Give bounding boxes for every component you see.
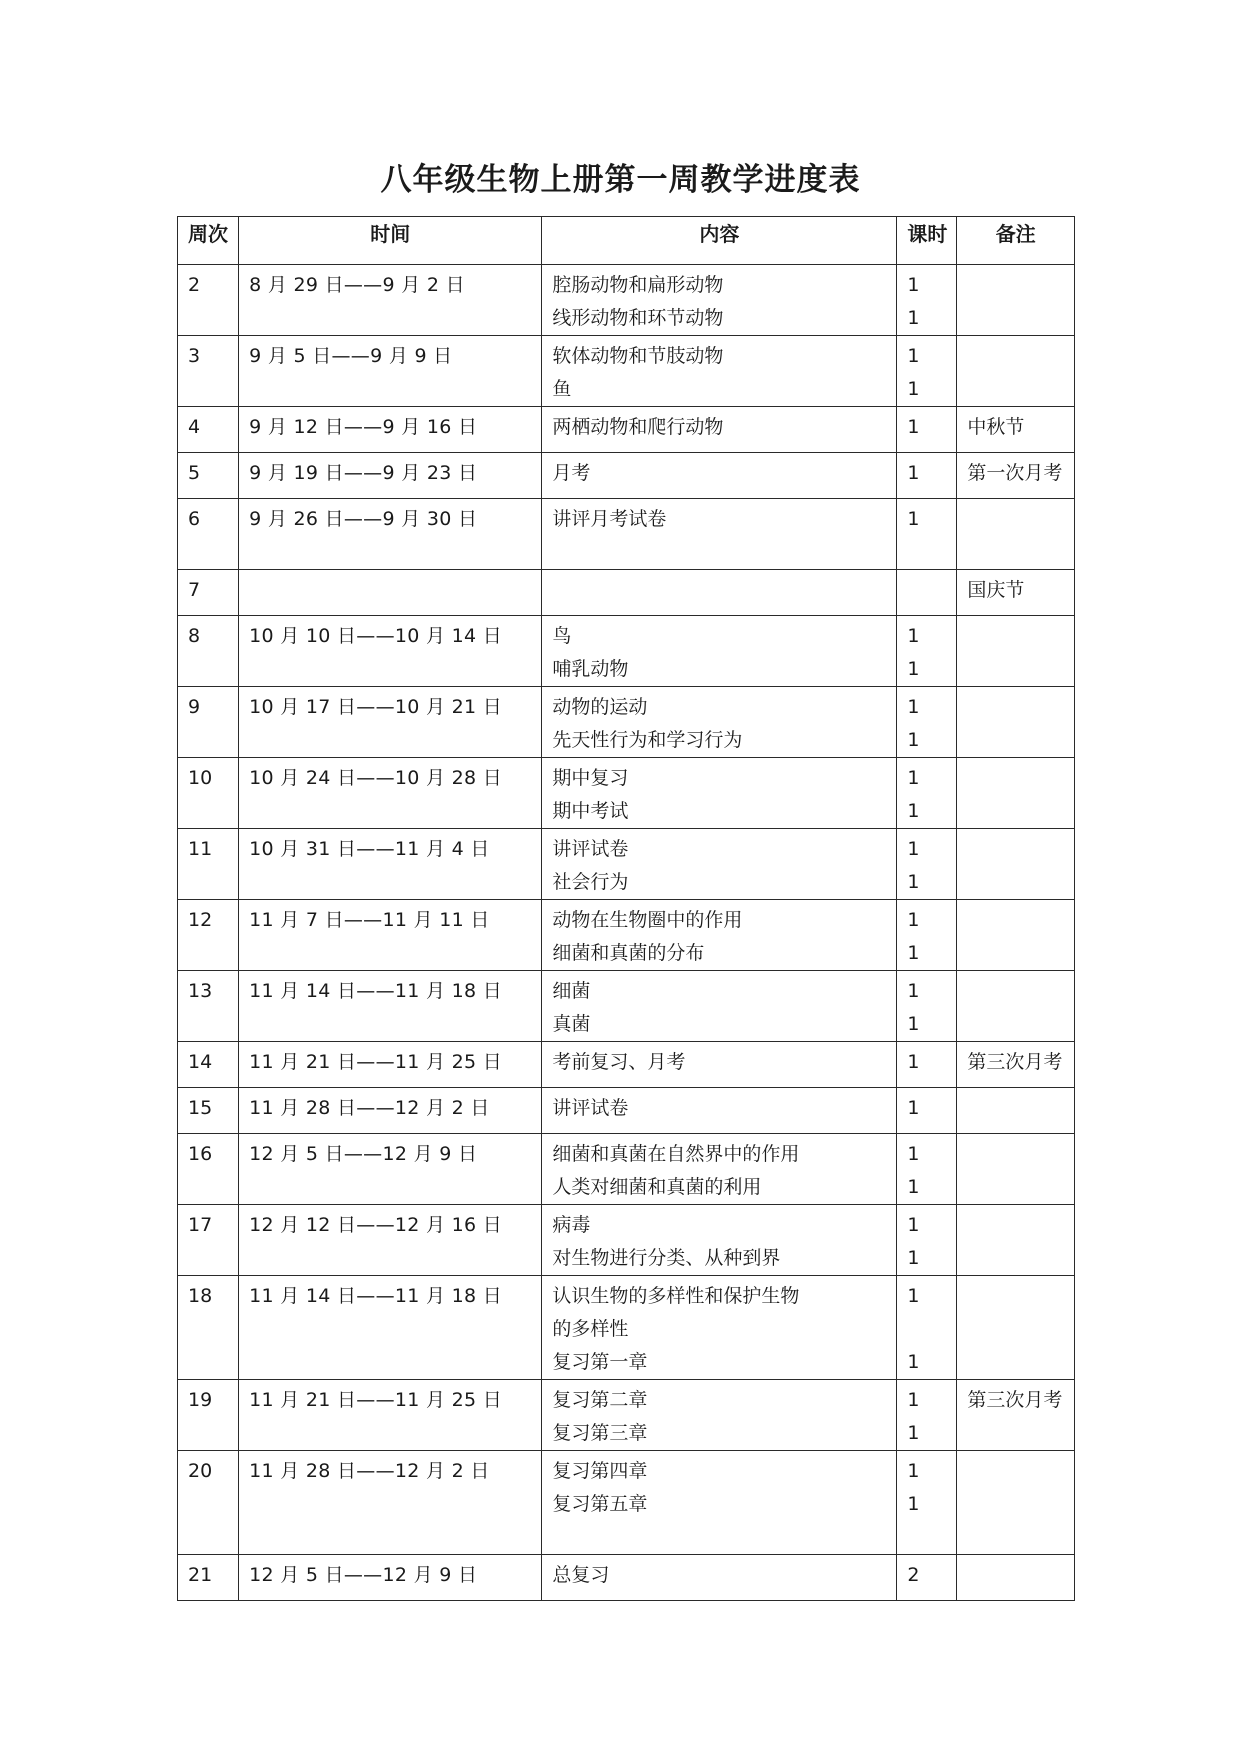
content-line: 考前复习、月考 <box>552 1051 686 1073</box>
cell-content <box>542 971 897 1042</box>
content-line: 讲评试卷 <box>552 1097 629 1119</box>
cell-note: 国庆节 <box>957 570 1075 616</box>
hours-line: 1 <box>907 658 920 680</box>
cell-content <box>542 1042 897 1088</box>
content-line: 鱼 <box>552 378 572 400</box>
cell-note <box>957 1088 1075 1134</box>
header-row <box>178 217 1075 265</box>
cell-week: 16 <box>178 1134 239 1205</box>
cell-content <box>542 407 897 453</box>
table-row <box>178 265 1075 336</box>
cell-note <box>957 1451 1075 1555</box>
cell-note: 第三次月考 <box>957 1042 1075 1088</box>
cell-time: 10 月 31 日——11 月 4 日 <box>239 829 542 900</box>
content-line: 先天性行为和学习行为 <box>552 729 743 751</box>
cell-hours <box>897 1134 957 1205</box>
table-row <box>178 1451 1075 1555</box>
cell-content <box>542 1380 897 1451</box>
hours-line: 1 <box>907 838 920 860</box>
cell-hours <box>897 1042 957 1088</box>
cell-note <box>957 1134 1075 1205</box>
cell-time: 10 月 17 日——10 月 21 日 <box>239 687 542 758</box>
cell-week: 12 <box>178 900 239 971</box>
content-line: 复习第一章 <box>552 1351 648 1373</box>
cell-week: 17 <box>178 1205 239 1276</box>
content-line: 哺乳动物 <box>552 658 629 680</box>
hours-line: 1 <box>907 274 920 296</box>
content-line: 软体动物和节肢动物 <box>552 345 724 367</box>
cell-week: 6 <box>178 499 239 570</box>
cell-hours <box>897 407 957 453</box>
table-row <box>178 570 1075 616</box>
hours-line: 1 <box>907 1143 920 1165</box>
table-row <box>178 687 1075 758</box>
content-line: 月考 <box>552 462 591 484</box>
cell-content <box>542 336 897 407</box>
hours-line: 1 <box>907 767 920 789</box>
cell-week: 10 <box>178 758 239 829</box>
content-line: 讲评月考试卷 <box>552 508 667 530</box>
hours-line: 1 <box>907 1389 920 1411</box>
cell-hours <box>897 1555 957 1601</box>
cell-hours <box>897 1205 957 1276</box>
cell-note <box>957 900 1075 971</box>
table-row <box>178 453 1075 499</box>
cell-content <box>542 1205 897 1276</box>
hours-line: 1 <box>907 1247 920 1269</box>
hours-line: 1 <box>907 462 920 484</box>
cell-week: 13 <box>178 971 239 1042</box>
cell-time: 12 月 12 日——12 月 16 日 <box>239 1205 542 1276</box>
cell-content <box>542 1555 897 1601</box>
hours-line <box>907 536 946 569</box>
cell-time: 8 月 29 日——9 月 2 日 <box>239 265 542 336</box>
content-line: 讲评试卷 <box>552 838 629 860</box>
cell-note <box>957 829 1075 900</box>
cell-week: 7 <box>178 570 239 616</box>
hours-line: 1 <box>907 729 920 751</box>
header-note: 备注 <box>957 217 1075 265</box>
content-line: 病毒 <box>552 1214 591 1236</box>
table-row <box>178 499 1075 570</box>
hours-line: 1 <box>907 1493 920 1515</box>
cell-hours <box>897 499 957 570</box>
table-row <box>178 616 1075 687</box>
cell-note: 中秋节 <box>957 407 1075 453</box>
content-line: 线形动物和环节动物 <box>552 307 724 329</box>
header-hours: 课时 <box>897 217 957 265</box>
hours-line: 1 <box>907 307 920 329</box>
cell-hours <box>897 616 957 687</box>
cell-time: 9 月 12 日——9 月 16 日 <box>239 407 542 453</box>
content-line <box>552 536 886 569</box>
cell-note <box>957 687 1075 758</box>
table-row <box>178 829 1075 900</box>
hours-line: 1 <box>907 1214 920 1236</box>
cell-week: 20 <box>178 1451 239 1555</box>
hours-line: 1 <box>907 696 920 718</box>
cell-week: 21 <box>178 1555 239 1601</box>
table-row <box>178 1380 1075 1451</box>
cell-content <box>542 687 897 758</box>
content-line <box>552 1521 886 1554</box>
content-line: 期中考试 <box>552 800 629 822</box>
cell-week: 18 <box>178 1276 239 1380</box>
cell-hours <box>897 687 957 758</box>
cell-note <box>957 1555 1075 1601</box>
cell-week: 8 <box>178 616 239 687</box>
cell-time: 11 月 28 日——12 月 2 日 <box>239 1451 542 1555</box>
cell-time <box>239 570 542 616</box>
content-line: 期中复习 <box>552 767 629 789</box>
cell-time: 11 月 14 日——11 月 18 日 <box>239 1276 542 1380</box>
hours-line: 1 <box>907 1176 920 1198</box>
hours-line: 1 <box>907 942 920 964</box>
cell-week: 9 <box>178 687 239 758</box>
cell-time: 11 月 21 日——11 月 25 日 <box>239 1380 542 1451</box>
content-line: 人类对细菌和真菌的利用 <box>552 1176 762 1198</box>
table-row <box>178 1555 1075 1601</box>
cell-time: 10 月 10 日——10 月 14 日 <box>239 616 542 687</box>
cell-week: 15 <box>178 1088 239 1134</box>
table-row <box>178 336 1075 407</box>
cell-week: 19 <box>178 1380 239 1451</box>
table-row <box>178 900 1075 971</box>
cell-hours <box>897 971 957 1042</box>
content-line: 真菌 <box>552 1013 591 1035</box>
hours-line: 1 <box>907 625 920 647</box>
hours-line: 1 <box>907 1460 920 1482</box>
cell-content <box>542 265 897 336</box>
cell-time: 9 月 26 日——9 月 30 日 <box>239 499 542 570</box>
cell-hours <box>897 900 957 971</box>
cell-week: 14 <box>178 1042 239 1088</box>
document-title: 八年级生物上册第一周教学进度表 <box>380 162 861 198</box>
cell-week: 4 <box>178 407 239 453</box>
hours-line: 1 <box>907 800 920 822</box>
content-line: 两栖动物和爬行动物 <box>552 416 724 438</box>
cell-time: 11 月 7 日——11 月 11 日 <box>239 900 542 971</box>
cell-note <box>957 616 1075 687</box>
hours-line <box>907 574 946 607</box>
cell-note <box>957 265 1075 336</box>
hours-line: 1 <box>907 378 920 400</box>
cell-week: 3 <box>178 336 239 407</box>
cell-note <box>957 1276 1075 1380</box>
cell-time: 12 月 5 日——12 月 9 日 <box>239 1555 542 1601</box>
hours-line <box>907 1313 946 1346</box>
content-line: 细菌 <box>552 980 591 1002</box>
cell-hours <box>897 336 957 407</box>
schedule-table <box>177 216 1075 1601</box>
cell-time: 12 月 5 日——12 月 9 日 <box>239 1134 542 1205</box>
header-content: 内容 <box>542 217 897 265</box>
cell-content <box>542 453 897 499</box>
cell-hours <box>897 453 957 499</box>
content-line: 复习第四章 <box>552 1460 648 1482</box>
cell-time: 9 月 19 日——9 月 23 日 <box>239 453 542 499</box>
cell-week: 2 <box>178 265 239 336</box>
cell-content <box>542 1451 897 1555</box>
cell-time: 9 月 5 日——9 月 9 日 <box>239 336 542 407</box>
cell-content <box>542 499 897 570</box>
cell-hours <box>897 829 957 900</box>
cell-hours <box>897 1276 957 1380</box>
hours-line: 2 <box>907 1564 920 1586</box>
cell-note <box>957 336 1075 407</box>
hours-line: 1 <box>907 1285 920 1307</box>
content-line: 复习第二章 <box>552 1389 648 1411</box>
schedule-body <box>178 265 1075 1601</box>
cell-time: 11 月 14 日——11 月 18 日 <box>239 971 542 1042</box>
cell-note <box>957 971 1075 1042</box>
content-line: 对生物进行分类、从种到界 <box>552 1247 781 1269</box>
table-row <box>178 971 1075 1042</box>
cell-hours <box>897 1380 957 1451</box>
content-line: 社会行为 <box>552 871 629 893</box>
cell-time: 11 月 28 日——12 月 2 日 <box>239 1088 542 1134</box>
hours-line: 1 <box>907 345 920 367</box>
cell-hours <box>897 265 957 336</box>
content-line: 细菌和真菌的分布 <box>552 942 705 964</box>
content-line: 动物在生物圈中的作用 <box>552 909 743 931</box>
content-line: 总复习 <box>552 1564 610 1586</box>
cell-time: 10 月 24 日——10 月 28 日 <box>239 758 542 829</box>
cell-time: 11 月 21 日——11 月 25 日 <box>239 1042 542 1088</box>
cell-note: 第三次月考 <box>957 1380 1075 1451</box>
content-line: 认识生物的多样性和保护生物 <box>552 1285 800 1307</box>
table-row <box>178 1276 1075 1380</box>
cell-hours <box>897 570 957 616</box>
table-row <box>178 1205 1075 1276</box>
hours-line: 1 <box>907 1422 920 1444</box>
hours-line <box>907 1521 946 1554</box>
cell-content <box>542 1134 897 1205</box>
cell-week: 11 <box>178 829 239 900</box>
hours-line: 1 <box>907 980 920 1002</box>
header-time: 时间 <box>239 217 542 265</box>
hours-line: 1 <box>907 1351 920 1373</box>
cell-week: 5 <box>178 453 239 499</box>
table-row <box>178 407 1075 453</box>
content-line: 腔肠动物和扁形动物 <box>552 274 724 296</box>
content-line: 复习第三章 <box>552 1422 648 1444</box>
hours-line: 1 <box>907 1013 920 1035</box>
table-row <box>178 1134 1075 1205</box>
content-line: 动物的运动 <box>552 696 648 718</box>
hours-line: 1 <box>907 416 920 438</box>
table-row <box>178 758 1075 829</box>
header-week: 周次 <box>178 217 239 265</box>
content-line: 细菌和真菌在自然界中的作用 <box>552 1143 800 1165</box>
hours-line: 1 <box>907 508 920 530</box>
table-row <box>178 1042 1075 1088</box>
content-line: 的多样性 <box>552 1318 629 1340</box>
table-row <box>178 1088 1075 1134</box>
hours-line: 1 <box>907 1051 920 1073</box>
content-line: 鸟 <box>552 625 572 647</box>
cell-content <box>542 570 897 616</box>
hours-line: 1 <box>907 871 920 893</box>
cell-note <box>957 758 1075 829</box>
cell-note: 第一次月考 <box>957 453 1075 499</box>
cell-content <box>542 900 897 971</box>
content-line <box>552 574 886 607</box>
cell-content <box>542 1276 897 1380</box>
cell-hours <box>897 758 957 829</box>
cell-content <box>542 829 897 900</box>
cell-hours <box>897 1451 957 1555</box>
cell-note <box>957 499 1075 570</box>
content-line: 复习第五章 <box>552 1493 648 1515</box>
cell-content <box>542 1088 897 1134</box>
cell-content <box>542 616 897 687</box>
cell-content <box>542 758 897 829</box>
hours-line: 1 <box>907 1097 920 1119</box>
cell-hours <box>897 1088 957 1134</box>
hours-line: 1 <box>907 909 920 931</box>
cell-note <box>957 1205 1075 1276</box>
